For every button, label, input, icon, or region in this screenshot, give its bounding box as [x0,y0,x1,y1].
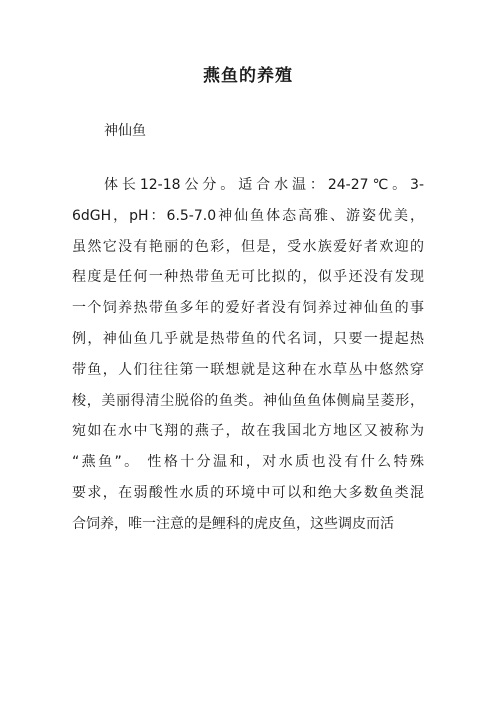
paragraph-line: 合饲养，唯一注意的是鲤科的虎皮鱼，这些调皮而活 [72,515,394,532]
paragraph-line: 要求，在弱酸性水质的环境中可以和绝大多数鱼类混 [72,484,424,501]
paragraph-line: “燕鱼”。 性格十分温和，对水质也没有什么特殊 [72,454,424,471]
paragraph-line: 体长12-18公分。适合水温：24-27℃。3- [104,177,424,193]
document-title: 燕鱼的养殖 [203,66,293,86]
paragraph-line: 6dGH，pH：6.5-7.0神仙鱼体态高雅、游姿优美， [72,207,424,224]
paragraph-line: 带鱼，人们往往第一联想就是这种在水草丛中悠然穿 [72,361,424,378]
section-heading: 神仙鱼 [104,123,146,139]
paragraph-line: 程度是任何一种热带鱼无可比拟的，似乎还没有发现 [72,269,424,286]
paragraph-line: 梭，美丽得清尘脱俗的鱼类。神仙鱼鱼体侧扁呈菱形， [72,392,424,409]
paragraph-line: 宛如在水中飞翔的燕子，故在我国北方地区又被称为 [72,423,424,440]
paragraph-line: 一个饲养热带鱼多年的爱好者没有饲养过神仙鱼的事 [72,300,424,317]
paragraph-line: 虽然它没有艳丽的色彩，但是，受水族爱好者欢迎的 [72,238,424,255]
paragraph-line: 例，神仙鱼几乎就是热带鱼的代名词，只要一提起热 [72,330,424,347]
body-paragraph [72,170,424,540]
